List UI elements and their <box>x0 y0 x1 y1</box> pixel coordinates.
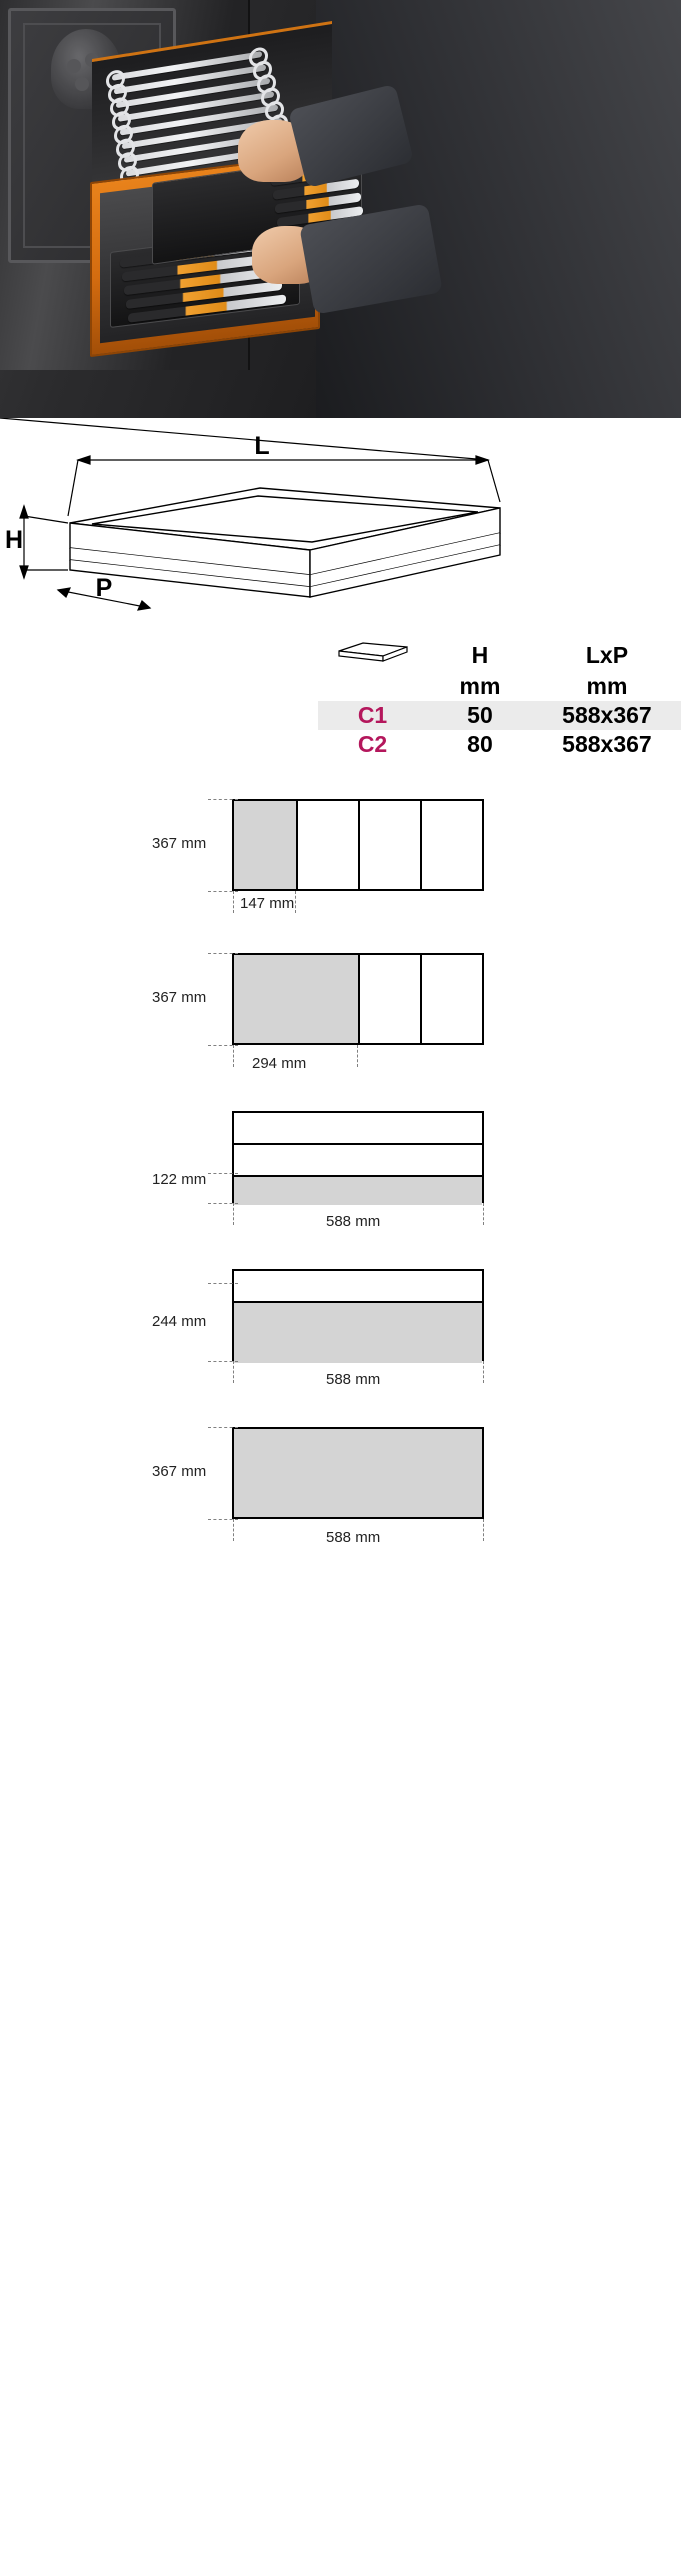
layout-5-dash-v-right <box>483 1519 484 1541</box>
spec-table-unit-row <box>318 672 681 701</box>
dim-label-P: P <box>95 574 113 602</box>
layout-1-dash-top <box>208 799 238 800</box>
row-code-c1: C1 <box>318 701 427 730</box>
tray-isometric-svg <box>0 418 681 638</box>
row-code-c2: C2 <box>318 730 427 759</box>
tray-technical-drawing <box>0 418 681 638</box>
layout-2-left-label: 367 mm <box>152 989 207 1006</box>
spec-table-header-row <box>318 638 681 672</box>
table-row <box>318 701 681 730</box>
layout-4-divider <box>234 1301 482 1303</box>
layout-4-bottom-label: 588 mm <box>326 1371 381 1388</box>
layout-3-divider <box>234 1175 482 1177</box>
layout-1-left-label: 367 mm <box>152 835 207 852</box>
layout-1-divider <box>420 801 422 889</box>
layout-1-cell-filled <box>234 801 296 889</box>
spec-table-wrap <box>0 638 681 769</box>
layout-5-outline <box>232 1427 484 1519</box>
layout-1-outline <box>232 799 484 891</box>
layout-5-left-label: 367 mm <box>152 1463 207 1480</box>
row-h-c1: 50 <box>427 701 533 730</box>
layout-1-divider <box>358 801 360 889</box>
unit-h: mm <box>459 673 501 699</box>
unit-lxp: mm <box>586 673 628 699</box>
layout-2-cell-filled <box>234 955 358 1043</box>
spec-table <box>318 638 681 759</box>
unit-spacer <box>318 672 427 701</box>
layout-3-dash-top <box>208 1173 238 1174</box>
layout-3-dash-v-right <box>483 1203 484 1225</box>
layout-3-rows <box>0 1095 681 1245</box>
photo-background-right <box>316 0 681 418</box>
layout-3-outline <box>232 1111 484 1203</box>
row-h-c2: 80 <box>427 730 533 759</box>
layout-2-columns <box>0 937 681 1087</box>
layout-4-dash-v-left <box>233 1361 234 1383</box>
layout-3-bottom-label: 588 mm <box>326 1213 381 1230</box>
layout-2-divider <box>358 955 360 1043</box>
layout-3-cell-filled <box>234 1175 482 1205</box>
table-row <box>318 730 681 759</box>
layout-diagrams <box>0 769 681 1561</box>
layout-2-dash-v-right <box>357 1045 358 1067</box>
row-lxp-c2: 588x367 <box>533 730 681 759</box>
tray-icon <box>318 638 427 672</box>
layout-2-divider <box>420 955 422 1043</box>
layout-4-cell-filled <box>234 1301 482 1363</box>
header-lxp: LxP <box>585 641 629 668</box>
layout-5-dash-top <box>208 1427 238 1428</box>
layout-2-dash-top <box>208 953 238 954</box>
layout-5-dash-v-left <box>233 1519 234 1541</box>
layout-1-bottom-label: 147 mm <box>240 895 295 912</box>
dim-label-L: L <box>254 432 270 460</box>
layout-4-dash-top <box>208 1283 238 1284</box>
dim-label-H: H <box>4 526 24 554</box>
layout-5-bottom-label: 588 mm <box>326 1529 381 1546</box>
layout-4-left-label: 244 mm <box>152 1313 207 1330</box>
layout-1-divider <box>296 801 298 889</box>
layout-2-rows <box>0 1253 681 1403</box>
row-lxp-c1: 588x367 <box>533 701 681 730</box>
product-photo <box>0 0 681 418</box>
layout-4-outline <box>232 1269 484 1361</box>
header-h: H <box>471 641 489 668</box>
layout-3-left-label: 122 mm <box>152 1171 207 1188</box>
layout-3-dash-v-left <box>233 1203 234 1225</box>
layout-1-dash-v-left <box>233 891 234 913</box>
layout-3-divider <box>234 1143 482 1145</box>
layout-2-bottom-label: 294 mm <box>252 1055 307 1072</box>
layout-2-dash-v-left <box>233 1045 234 1067</box>
layout-1-dash-v-right <box>295 891 296 913</box>
layout-4-dash-v-right <box>483 1361 484 1383</box>
layout-full <box>0 1411 681 1561</box>
layout-2-outline <box>232 953 484 1045</box>
layout-4-columns <box>0 783 681 929</box>
